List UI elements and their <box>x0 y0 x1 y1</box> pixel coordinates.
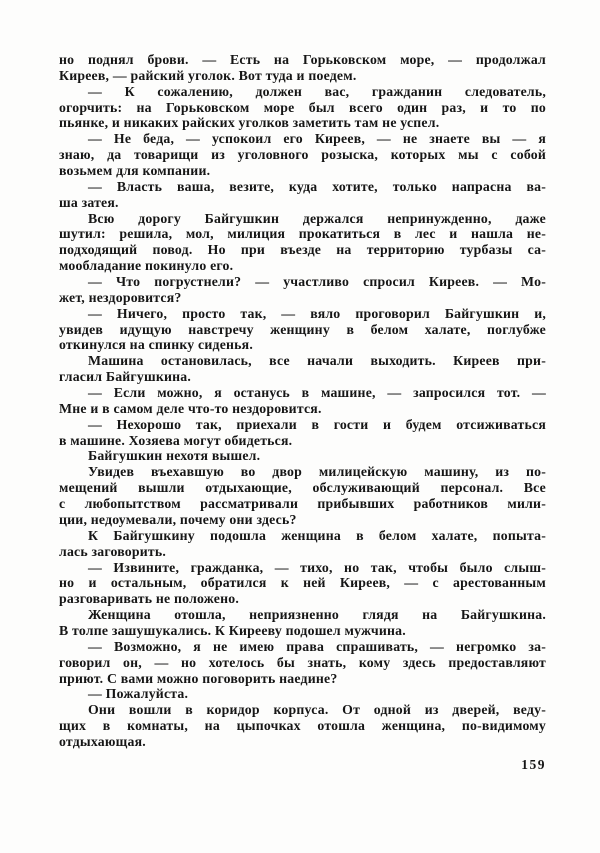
text-line: — Если можно, я останусь в машине, — запросился тот. — <box>88 385 546 401</box>
text-line: но поднял брови. — Есть на Горьковском море, — продолжал <box>59 52 546 67</box>
text-line: Байгушкин нехотя вышел. <box>88 448 261 464</box>
text-line: жет, нездоровится? <box>59 289 182 305</box>
text-line: Киреев, — райский уголок. Вот туда и поедем. <box>59 67 357 83</box>
text-line: с любопытством рассматривали прибывших работников мили- <box>59 496 546 512</box>
text-line: говорил он, — но хотелось бы знать, кому здесь предоставляют <box>59 654 546 670</box>
text-line: — К сожалению, должен вас, гражданин следователь, <box>88 83 546 99</box>
text-line: — Власть ваша, везите, куда хотите, только напрасна ва- <box>88 178 546 194</box>
text-block <box>59 52 546 750</box>
text-line: Увидев въехавшую во двор милицейскую машину, из по- <box>88 464 546 480</box>
text-line: но и остальным, обратился к ней Киреев, — с арестованным <box>59 575 546 591</box>
text-line: огорчить: на Горьковском море был всего один раз, и то по <box>59 99 546 115</box>
text-line: К Байгушкину подошла женщина в белом халате, попыта- <box>88 527 546 543</box>
text-line: пьянке, и никаких райских уголков заметить там не успел. <box>59 115 440 131</box>
text-line: Женщина отошла, неприязненно глядя на Байгушкина. <box>88 607 546 623</box>
text-line: подходящий повод. Но при въезде на территорию турбазы са- <box>59 242 546 258</box>
text-line: возьмем для компании. <box>59 163 211 179</box>
text-line: щих в комнаты, на цыпочках отошла женщина, по-видимому <box>59 718 546 734</box>
text-line: Они вошли в коридор корпуса. От одной из дверей, веду- <box>88 702 546 718</box>
text-line: В толпе зашушукались. К Кирееву подошел мужчина. <box>59 622 406 638</box>
text-line: — Нехорошо так, приехали в гости и будем отсиживаться <box>88 416 546 432</box>
text-line: Всю дорогу Байгушкин держался непринужденно, даже <box>88 210 546 226</box>
page-number: 159 <box>521 757 546 772</box>
text-line: — Ничего, просто так, — вяло проговорил Байгушкин и, <box>88 305 546 321</box>
text-line: — Возможно, я не имею права спрашивать, — негромко за- <box>88 638 546 654</box>
text-line: мообладание покинуло его. <box>59 258 234 274</box>
text-line: Мне и в самом деле что-то нездоровится. <box>59 400 322 416</box>
text-line: Машина остановилась, все начали выходить. Киреев при- <box>88 353 546 369</box>
text-line: откинулся на спинку сиденья. <box>59 337 253 353</box>
text-line: увидев идущую навстречу женщину в белом халате, поглубже <box>59 321 546 337</box>
text-line: в машине. Хозяева могут обидеться. <box>59 432 293 448</box>
text-line: знаю, да товарищи из уголовного розыска, которых мы с собой <box>59 147 546 163</box>
text-line: мещений вышли отдыхающие, обслуживающий персонал. Все <box>59 480 546 496</box>
text-line: гласил Байгушкина. <box>59 369 192 385</box>
text-line: отдыхающая. <box>59 733 146 749</box>
text-line: разговаривать не положено. <box>59 591 240 607</box>
text-line: лась заговорить. <box>59 543 167 559</box>
text-line: ции, недоумевали, почему они здесь? <box>59 511 297 527</box>
text-line: приют. С вами можно поговорить наедине? <box>59 670 338 686</box>
text-line: шутил: решила, мол, милиция прокатиться в лес и нашла не- <box>59 226 546 242</box>
text-line: ша затея. <box>59 194 119 210</box>
text-line: — Не беда, — успокоил его Киреев, — не знаете вы — я <box>88 131 546 147</box>
text-line: — Извините, гражданка, — тихо, но так, чтобы было слыш- <box>88 559 546 575</box>
text-line: — Что погрустнели? — участливо спросил Киреев. — Мо- <box>88 274 546 290</box>
text-line: — Пожалуйста. <box>88 686 189 702</box>
